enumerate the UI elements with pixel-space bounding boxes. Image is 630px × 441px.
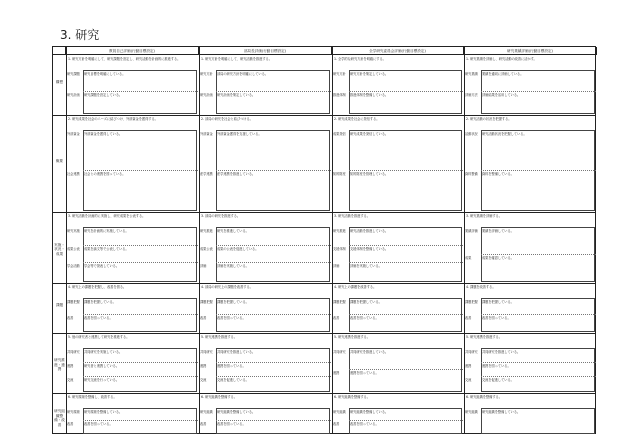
criterion-label: 研究計画 — [200, 93, 213, 97]
criterion-item: 共同研究を推進している。 — [350, 350, 389, 354]
criterion-label: 改善 — [333, 422, 340, 426]
table-cell — [464, 393, 597, 435]
criteria-box — [349, 70, 462, 114]
criteria-divider — [481, 254, 596, 255]
criterion-item: 成果を確認している。 — [482, 255, 514, 260]
criterion-item: 連携を図っている。 — [350, 371, 379, 375]
criterion-item: 研究活動を推進している。 — [350, 229, 389, 233]
criterion-label: 研究方針 — [333, 72, 346, 76]
criterion-item: 交流を促進している。 — [217, 378, 249, 382]
criteria-divider — [216, 245, 331, 246]
criterion-label: 課題把握 — [67, 300, 80, 304]
criterion-label: 交流 — [465, 378, 472, 382]
table-cell — [464, 212, 597, 283]
criterion-item: 改善を図っている。 — [217, 422, 246, 426]
criterion-item: 学会等で発表している。 — [84, 264, 120, 269]
criterion-item: 外部資金を獲得している。 — [84, 132, 123, 136]
goal-text: 4. 研究上の課題を把握し、改善を図る。 — [68, 285, 127, 289]
goal-text: 4. 課題を改善する。 — [466, 285, 496, 289]
criteria-divider — [349, 262, 463, 263]
criterion-label: 成果公表 — [200, 246, 213, 251]
criteria-box — [481, 130, 595, 211]
table-cell — [199, 212, 332, 283]
criteria-box — [216, 70, 330, 114]
criterion-item: 研究交流を行っている。 — [84, 378, 120, 382]
criterion-item: 研究目標を明確にしている。 — [84, 72, 126, 76]
criterion-item: 業績を評価している。 — [482, 229, 514, 233]
criterion-label: 学会活動 — [67, 264, 80, 269]
goal-text: 2. 研究活動の状況を把握する。 — [466, 117, 512, 121]
criterion-label: 知的財産 — [333, 171, 346, 176]
criteria-divider — [216, 170, 331, 171]
goal-text: 3. 研究業績を評価する。 — [466, 214, 502, 218]
criterion-label: 研究方針 — [200, 72, 213, 76]
criterion-label: 連携 — [333, 371, 340, 375]
goal-text: 4. 研究上の課題を改善する。 — [334, 285, 377, 289]
criterion-label: 評価 — [200, 264, 207, 269]
criterion-item: 交流を促進している。 — [482, 378, 514, 382]
criterion-label: 業績評価 — [465, 229, 478, 233]
criterion-item: 連携を図っている。 — [482, 364, 511, 368]
criteria-divider — [83, 91, 198, 92]
criterion-item: 産学連携を推進している。 — [217, 171, 256, 176]
criterion-item: 社会との連携を図っている。 — [84, 171, 126, 176]
criterion-label: 共同研究 — [465, 350, 478, 354]
criterion-item: 評価を実施している。 — [350, 264, 382, 269]
criteria-divider — [349, 314, 463, 315]
goal-text: 3. 部局の研究を推進する。 — [201, 214, 241, 218]
criteria-divider — [83, 420, 198, 421]
table-cell — [464, 55, 597, 115]
goal-text: 2. 研究成果を社会に発信する。 — [334, 117, 380, 121]
criterion-label: 研究組織 — [200, 410, 213, 414]
criterion-label: 産学連携 — [200, 171, 213, 176]
row-label: 概要 — [55, 158, 64, 163]
criterion-label: 連携 — [67, 364, 74, 368]
criteria-divider — [481, 376, 596, 377]
criterion-label: 評価方法 — [465, 93, 478, 97]
criteria-divider — [216, 91, 331, 92]
criteria-divider — [481, 362, 596, 363]
criterion-label: 交流 — [67, 378, 74, 382]
criterion-label: 改善 — [67, 422, 74, 426]
criterion-item: 改善を図っている。 — [84, 422, 113, 426]
criterion-item: 研究を計画的に実施している。 — [84, 229, 129, 233]
row-label: 構想 — [55, 80, 64, 84]
table-cell — [332, 333, 464, 393]
criterion-label: 連携 — [200, 364, 207, 368]
row-label: 研究組織整備・改善 — [54, 409, 65, 427]
criterion-item: 成果の公表を促進している。 — [217, 246, 259, 251]
goal-text: 6. 研究組織を整備する。 — [466, 395, 502, 399]
criterion-item: 改善を図っている。 — [84, 316, 113, 320]
criteria-box — [481, 227, 595, 282]
criterion-item: 評価を実施している。 — [217, 264, 249, 269]
criterion-label: 研究組織 — [465, 410, 478, 414]
criterion-item: 研究方針を策定している。 — [350, 72, 389, 76]
criterion-label: 研究実施 — [67, 229, 80, 233]
criteria-divider — [216, 362, 331, 363]
criterion-item: 研究活動状況を把握している。 — [482, 132, 527, 136]
criterion-item: 支援体制を整備している。 — [350, 246, 389, 251]
criterion-label: 共同研究 — [200, 350, 213, 354]
table-cell — [332, 55, 464, 115]
criterion-item: 改善を図っている。 — [350, 422, 379, 426]
criteria-box — [216, 130, 330, 211]
criterion-item: 部局の研究方針を明確にしている。 — [217, 72, 268, 76]
goal-text: 3. 研究活動を推進する。 — [334, 214, 370, 218]
criteria-divider — [481, 91, 596, 92]
criterion-item: 研究を推進している。 — [217, 229, 249, 233]
criterion-item: 研究環境を整備している。 — [84, 410, 123, 414]
criterion-label: 外部資金 — [200, 132, 213, 136]
criterion-item: 課題を把握している。 — [217, 300, 249, 304]
criterion-item: 課題を把握している。 — [350, 300, 382, 304]
criterion-item: 研究者と連携している。 — [84, 364, 120, 368]
criteria-box — [349, 130, 462, 211]
criterion-label: 研究業績 — [465, 72, 478, 76]
criteria-divider — [83, 170, 198, 171]
criterion-item: 研究成果を発信している。 — [350, 132, 389, 136]
criterion-item: 改善を図っている。 — [217, 316, 246, 320]
criterion-item: 研究課題を設定している。 — [84, 93, 123, 97]
column-header-0 — [53, 47, 66, 55]
table-cell — [66, 115, 199, 212]
row-label: 課題 — [55, 303, 64, 307]
criterion-label: 研究推進 — [333, 229, 346, 233]
goal-text: 5. 研究連携を推進する。 — [466, 335, 502, 339]
table-cell — [199, 115, 332, 212]
criterion-label: 課題把握 — [333, 300, 346, 304]
criterion-label: 改善 — [200, 422, 207, 426]
criterion-item: 研究組織を整備している。 — [482, 410, 521, 414]
goal-text: 5. 研究連携を推進する。 — [334, 335, 370, 339]
goal-text: 1. 研究方針を明確にして、研究活動を推進する。 — [201, 57, 272, 61]
table-cell — [199, 55, 332, 115]
column-header-4: 研究業績評価(行動目標設定) — [464, 47, 597, 55]
row-label: 実施・状況・成果 — [54, 242, 65, 256]
criterion-label: 成果公表 — [67, 246, 80, 251]
criterion-item: 共同研究を実施している。 — [84, 350, 123, 354]
criterion-label: 共同研究 — [333, 350, 346, 354]
criterion-item: 共同研究を推進している。 — [482, 350, 521, 354]
goal-text: 6. 研究組織を整備する。 — [201, 395, 237, 399]
criterion-label: 成果発信 — [333, 132, 346, 136]
column-header-3: 全学研究委員会評価(行動目標設定) — [332, 47, 464, 55]
criteria-box — [349, 348, 462, 392]
table-cell — [66, 212, 199, 283]
criteria-divider — [481, 170, 596, 171]
goal-text: 3. 研究活動を計画的に実施し、研究成果を公表する。 — [68, 214, 146, 218]
criterion-label: 連携 — [465, 364, 472, 368]
criterion-item: 研究組織を整備している。 — [350, 410, 389, 414]
criteria-divider — [349, 91, 463, 92]
criteria-divider — [216, 376, 331, 377]
criterion-item: 業績を適切に評価している。 — [482, 72, 524, 76]
criteria-divider — [83, 314, 198, 315]
criterion-item: 研究組織を整備している。 — [217, 410, 256, 414]
criterion-label: 研究組織 — [333, 410, 346, 414]
criterion-label: 活動状況 — [465, 132, 478, 136]
criteria-divider — [83, 376, 198, 377]
criteria-divider — [349, 170, 463, 171]
criterion-label: 評価 — [333, 264, 340, 269]
criterion-item: 課題を把握している。 — [84, 300, 116, 304]
table-cell — [199, 283, 332, 333]
column-header-1: 教員自己評価(行動目標設定) — [66, 47, 199, 55]
goal-text: 2. 研究成果を社会のニーズに結びつけ、外部資金を獲得する。 — [68, 117, 158, 121]
table-cell — [66, 333, 199, 393]
criteria-divider — [83, 362, 198, 363]
criterion-item: 外部資金獲得を支援している。 — [217, 132, 262, 136]
criterion-label: 交流 — [200, 378, 207, 382]
table-cell — [464, 333, 597, 393]
criterion-label: 共同研究 — [67, 350, 80, 354]
criteria-divider — [349, 245, 463, 246]
criterion-item: 改善を図っている。 — [482, 316, 511, 320]
goal-text: 6. 研究組織を整備する。 — [334, 395, 370, 399]
table-cell — [332, 283, 464, 333]
criterion-label: 課題把握 — [200, 300, 213, 304]
criteria-box — [349, 227, 462, 282]
table-cell — [332, 212, 464, 283]
criteria-divider — [349, 369, 463, 370]
goal-text: 1. 全学的な研究方針を明確にする。 — [334, 57, 386, 61]
criterion-label: 外部資金 — [67, 132, 80, 136]
criterion-item: 資料を整備している。 — [482, 171, 514, 176]
criterion-label: 改善 — [200, 316, 207, 320]
criterion-label: 支援体制 — [333, 246, 346, 251]
criteria-divider — [349, 420, 463, 421]
table-cell — [66, 393, 199, 435]
criteria-box — [481, 348, 595, 392]
criterion-item: 課題を把握している。 — [482, 300, 514, 304]
table-cell — [332, 393, 464, 435]
table-cell — [199, 333, 332, 393]
criterion-label: 課題把握 — [465, 300, 478, 304]
criterion-label: 研究課題 — [67, 72, 80, 76]
criterion-label: 社会連携 — [67, 171, 80, 176]
table-cell — [66, 283, 199, 333]
criteria-box — [481, 70, 595, 114]
table-cell — [464, 283, 597, 333]
criterion-label: 資料整備 — [465, 171, 478, 176]
criteria-divider — [83, 262, 198, 263]
criterion-item: 成果を論文等で公表している。 — [84, 246, 129, 251]
criterion-item: 知的財産を管理している。 — [350, 171, 389, 176]
criterion-item: 研究計画を策定している。 — [217, 93, 256, 97]
criterion-item: 共同研究を推進している。 — [217, 350, 256, 354]
criterion-item: 連携を図っている。 — [217, 364, 246, 368]
criterion-label: 成果 — [465, 255, 472, 260]
table-cell — [199, 393, 332, 435]
goal-text: 4. 部局の研究上の課題を改善する。 — [201, 285, 253, 289]
goal-text: 5. 研究連携を推進する。 — [201, 335, 237, 339]
column-header-2: 部局長評価(行動目標設定) — [199, 47, 332, 55]
goal-text: 2. 部局の研究を社会と結びつける。 — [201, 117, 253, 121]
criterion-label: 研究環境 — [67, 410, 80, 414]
criteria-divider — [481, 314, 596, 315]
criterion-label: 改善 — [465, 316, 472, 320]
page-title: 3. 研究 — [60, 28, 100, 42]
research-evaluation-table — [52, 46, 596, 434]
criteria-divider — [216, 420, 331, 421]
criteria-divider — [83, 245, 198, 246]
table-cell — [66, 55, 199, 115]
criterion-item: 評価結果を活用している。 — [482, 93, 521, 97]
criterion-label: 改善 — [333, 316, 340, 320]
goal-text: 6. 研究環境を整備し、改善する。 — [68, 395, 117, 399]
criterion-item: 推進体制を整備している。 — [350, 93, 389, 97]
criterion-label: 研究計画 — [67, 93, 80, 97]
criteria-divider — [216, 262, 331, 263]
criteria-box — [216, 227, 330, 282]
criteria-box — [83, 348, 197, 392]
table-cell — [464, 115, 597, 212]
criterion-label: 改善 — [67, 316, 74, 320]
goal-text: 1. 研究方針を明確にして、研究課題を設定し、研究活動を計画的に推進する。 — [68, 57, 181, 61]
criterion-item: 改善を図っている。 — [350, 316, 379, 320]
criterion-label: 研究推進 — [200, 229, 213, 233]
criteria-box — [83, 227, 197, 282]
goal-text: 1. 研究業績を評価し、研究活動の改善に活かす。 — [466, 57, 537, 61]
criteria-box — [216, 348, 330, 392]
row-label: 研究推進・連携 — [54, 358, 65, 371]
criteria-box — [83, 70, 197, 114]
criterion-label: 推進体制 — [333, 93, 346, 97]
criteria-divider — [216, 314, 331, 315]
table-cell — [332, 115, 464, 212]
goal-text: 5. 他の研究者と連携して研究を推進する。 — [68, 335, 130, 339]
criteria-box — [83, 130, 197, 211]
